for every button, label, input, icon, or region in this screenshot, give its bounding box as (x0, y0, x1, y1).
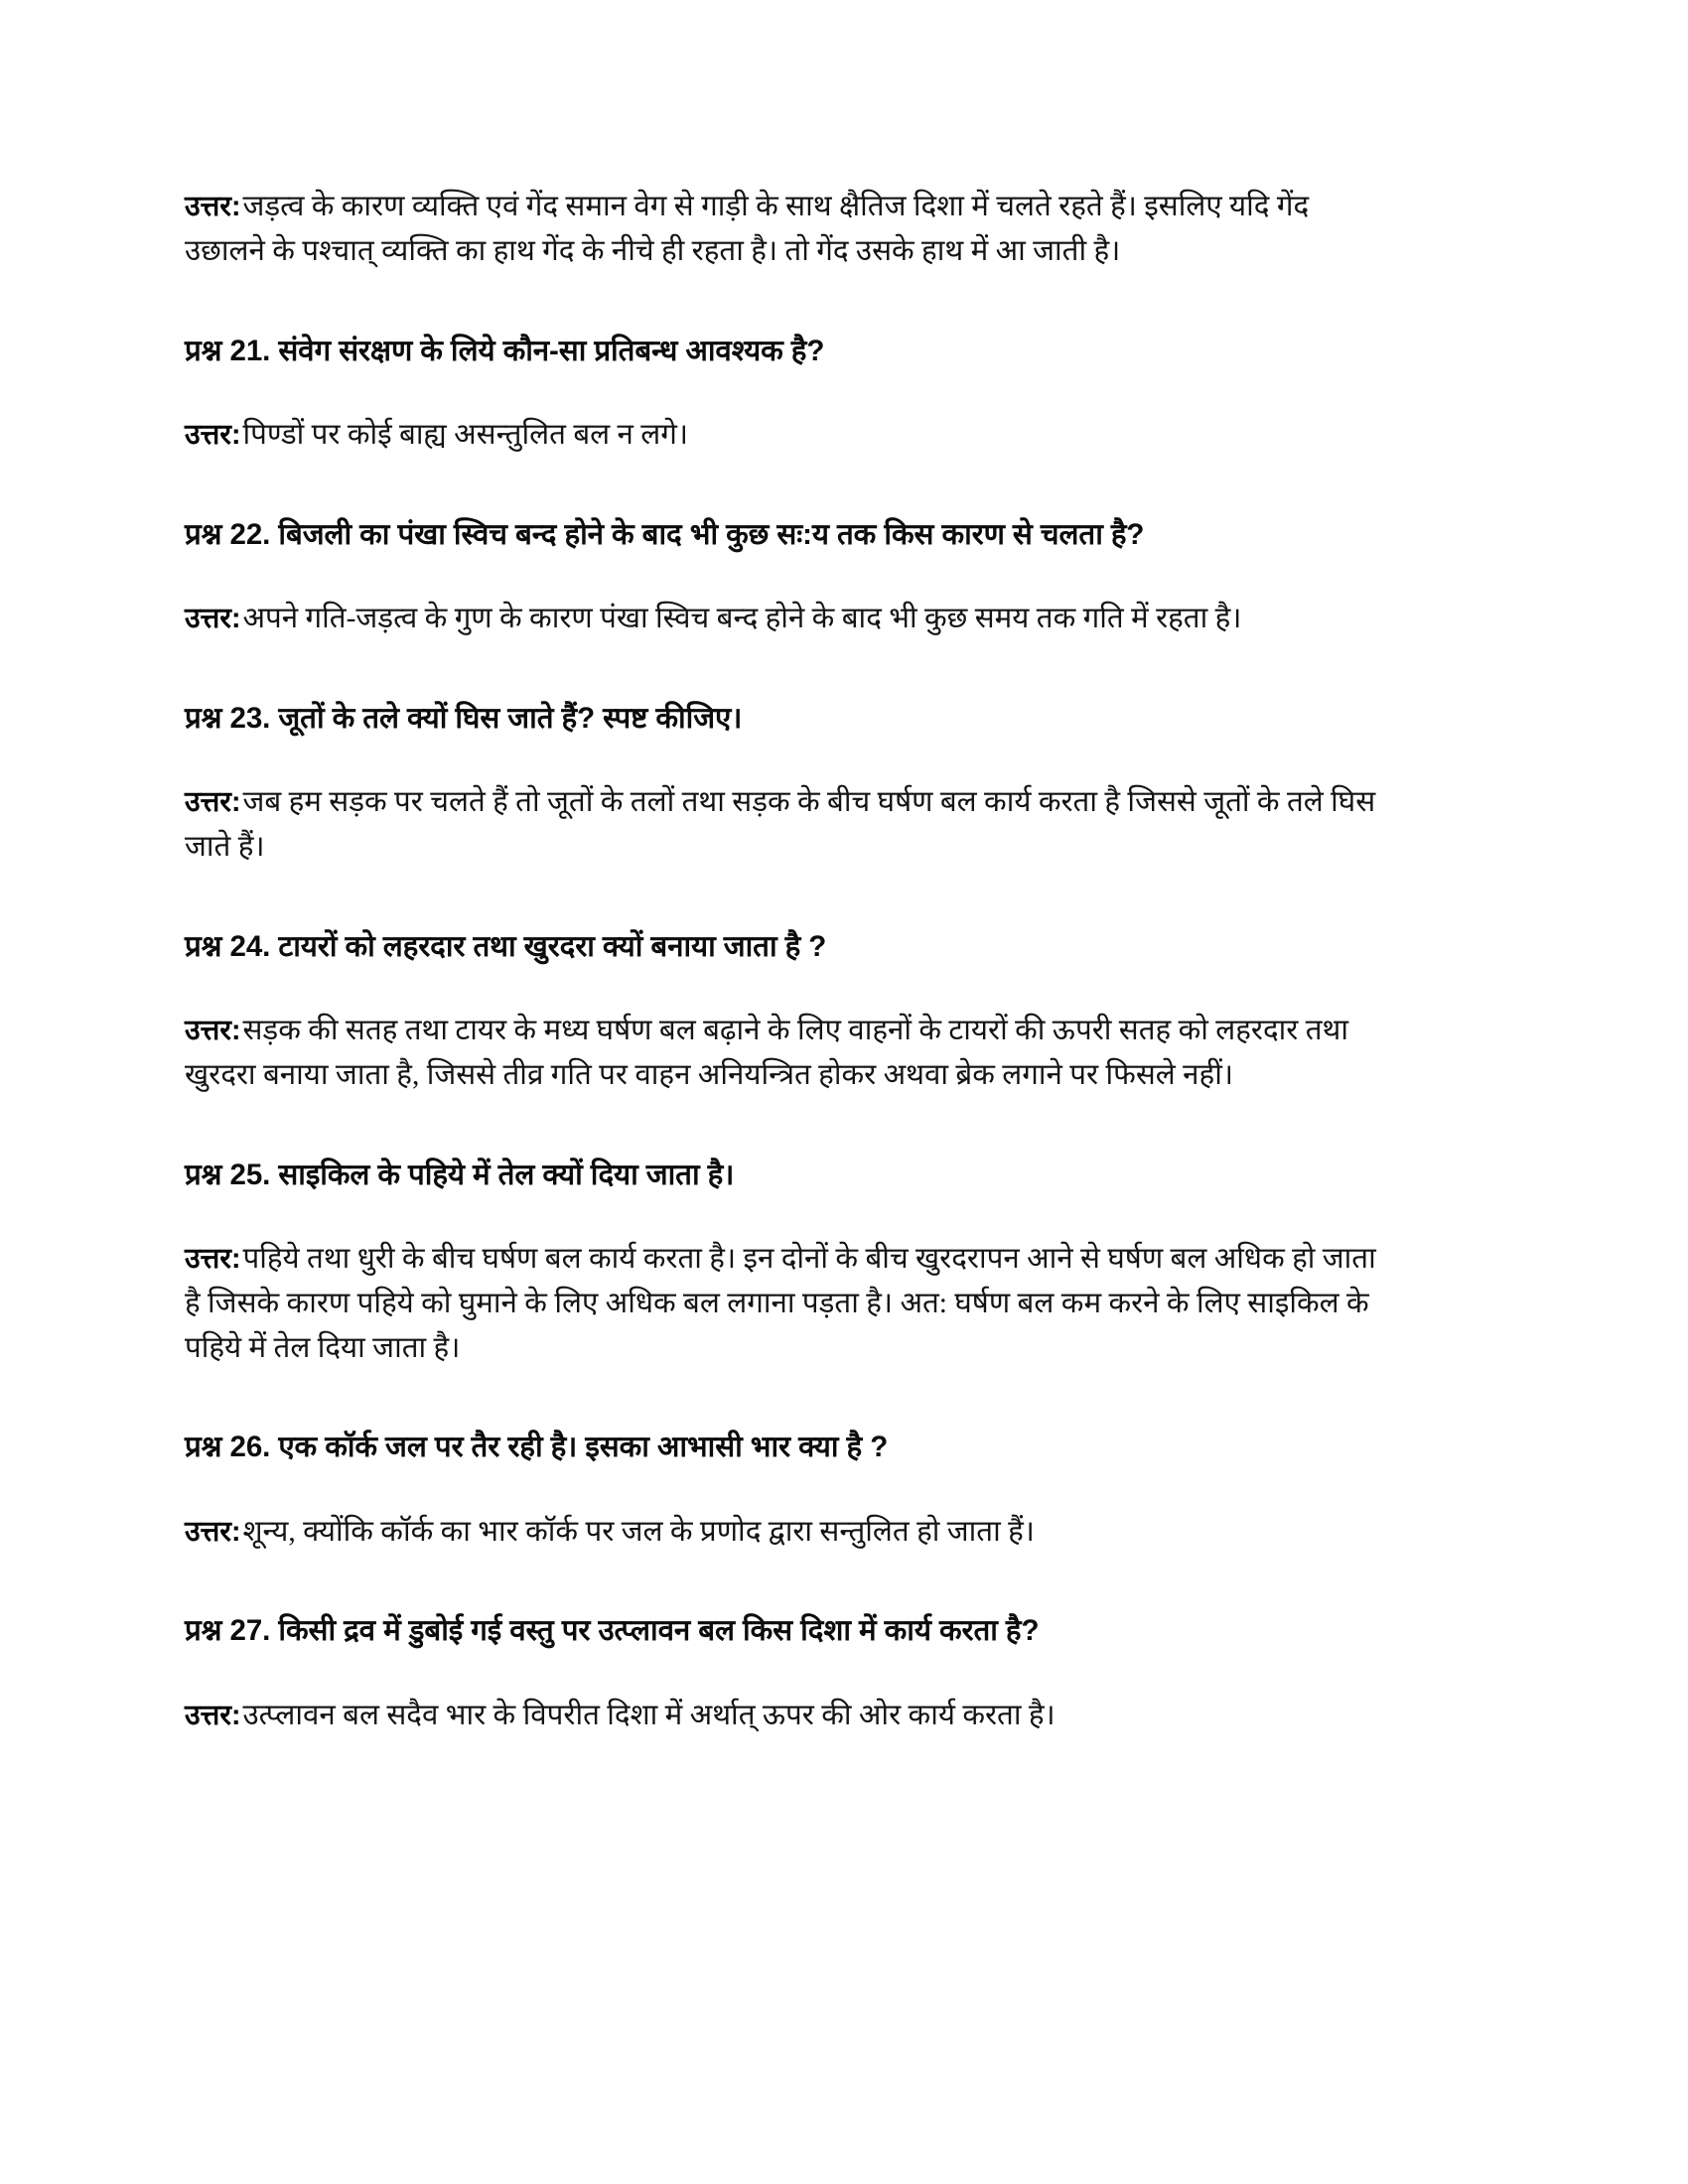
question-heading-26: प्रश्न 26. एक कॉर्क जल पर तैर रही है। इसका आभासी भार क्या है ? (185, 1431, 889, 1464)
answer-label: उत्तर: (185, 1242, 241, 1275)
answer-text: अपने गति-जड़त्व के गुण के कारण पंखा स्विच बन्द होने के बाद भी कुछ समय तक गति में रहता है। (242, 602, 1242, 634)
answer-label: उत्तर: (185, 191, 241, 222)
answer-paragraph-24 (185, 1009, 1394, 1098)
answer-paragraph-25 (185, 1237, 1394, 1370)
answer-text: पहिये तथा धुरी के बीच घर्षण बल कार्य करता है। इन दोनों के बीच खुरदरापन आने से घर्षण बल अधिक हो जाता है जिसके कारण पहिये को घुमाने के लिए अधिक बल लगाना पड़ता है। अत: घर्षण बल कम करने के लिए साइकिल के पहिये में तेल दिया जाता है। (185, 1242, 1376, 1364)
question-heading-27: प्रश्न 27. किसी द्रव में डुबोई गई वस्तु पर उत्प्लावन बल किस दिशा में कार्य करता है? (185, 1614, 1040, 1648)
answer-text: उत्प्लावन बल सदैव भार के विपरीत दिशा में अर्थात् ऊपर की ओर कार्य करता है। (242, 1699, 1055, 1731)
answer-label: उत्तर: (185, 418, 241, 451)
question-heading-22: प्रश्न 22. बिजली का पंखा स्विच बन्द होने के बाद भी कुछ सः:य तक किस कारण से चलता है? (185, 517, 1145, 551)
answer-paragraph-22 (185, 597, 1394, 641)
answer-label: उत्तर: (185, 602, 241, 634)
answer-text: शून्य, क्योंकि कॉर्क का भार कॉर्क पर जल के प्रणोद द्वारा सन्तुलित हो जाता हैं। (242, 1515, 1035, 1548)
answer-text: पिण्डों पर कोई बाह्य असन्तुलित बल न लगे। (242, 418, 689, 451)
answer-text: सड़क की सतह तथा टायर के मध्य घर्षण बल बढ़ाने के लिए वाहनों के टायरों की ऊपरी सतह को लहरदार तथा खुरदरा बनाया जाता है, जिससे तीव्र गति पर वाहन अनियन्त्रित होकर अथवा ब्रेक लगाने पर फिसले नहीं। (185, 1014, 1349, 1091)
question-heading-23: प्रश्न 23. जूतों के तले क्यों घिस जाते हैं? स्पष्ट कीजिए। (185, 701, 743, 735)
document-body (185, 185, 1394, 1738)
answer-label: उत्तर: (185, 1515, 241, 1548)
lead-answer-paragraph (185, 185, 1394, 274)
answer-label: उत्तर: (185, 1014, 241, 1046)
answer-text: जड़त्व के कारण व्यक्ति एवं गेंद समान वेग से गाड़ी के साथ क्षैतिज दिशा में चलते रहते हैं। इसलिए यदि गेंद उछालने के पश्चात् व्यक्ति का हाथ गेंद के नीचे ही रहता है। तो गेंद उसके हाथ में आ जाती है। (185, 191, 1310, 267)
answer-paragraph-23 (185, 780, 1394, 870)
answer-text: जब हम सड़क पर चलते हैं तो जूतों के तलों तथा सड़क के बीच घर्षण बल कार्य करता है जिससे जूतों के तले घिस जाते हैं। (185, 786, 1376, 863)
answer-paragraph-21 (185, 413, 1394, 458)
question-heading-25: प्रश्न 25. साइकिल के पहिये में तेल क्यों दिया जाता है। (185, 1158, 735, 1191)
answer-paragraph-26 (185, 1510, 1394, 1555)
question-heading-24: प्रश्न 24. टायरों को लहरदार तथा खुरदरा क्यों बनाया जाता है ? (185, 929, 827, 963)
answer-label: उत्तर: (185, 1699, 241, 1731)
answer-paragraph-27 (185, 1694, 1394, 1738)
answer-label: उत्तर: (185, 786, 241, 819)
question-heading-21: प्रश्न 21. संवेग संरक्षण के लिये कौन-सा प्रतिबन्ध आवश्यक है? (185, 334, 825, 367)
